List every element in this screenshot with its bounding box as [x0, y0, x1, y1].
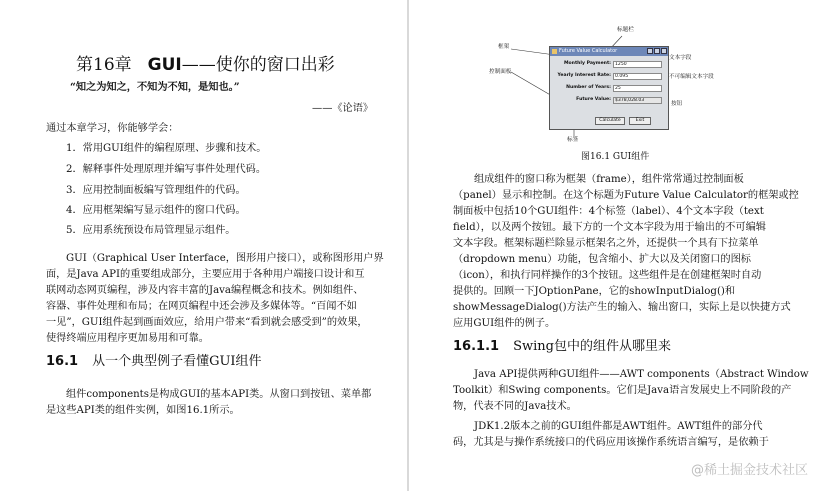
paragraph-line: 文本字段。框架标题栏除显示框架名之外，还提供一个具有下拉菜单 [453, 238, 759, 249]
callout-button: 按钮 [671, 101, 683, 107]
paragraph-line: 一见”，GUI组件起到画面效应，给用户带来“看到就会感受到”的效果， [46, 317, 368, 328]
watermark: @稀土掘金技术社区 [690, 463, 808, 478]
right-page [409, 0, 816, 491]
interest-rate-label: Yearly Interest Rate: [557, 73, 611, 78]
maximize-icon[interactable] [654, 48, 660, 54]
figure-caption: 图16.1 GUI组件 [581, 152, 650, 162]
future-value-window [549, 46, 669, 130]
paragraph-line: 面，是Java API的重要组成部分，主要应用于各种用户端接口设计和互 [46, 269, 365, 280]
callout-label: 标签 [567, 137, 579, 143]
exit-button[interactable]: Exit [629, 117, 651, 125]
calculate-button[interactable]: Calculate [595, 117, 625, 125]
future-value-label: Future Value: [576, 97, 611, 102]
future-value-field: $378,028.03 [613, 97, 662, 104]
paragraph-line: （dropdown menu）功能，包含缩小、扩大以及关闭窗口的图标 [453, 254, 751, 265]
monthly-payment-field[interactable]: 1250 [613, 61, 662, 68]
callout-title-bar: 标题栏 [617, 27, 634, 33]
paragraph-line: 容器、事件处理和布局；在网页编程中还会涉及多媒体等。“百闻不如 [46, 301, 357, 312]
chapter-title-gui: GUI [147, 55, 182, 75]
section-heading-16-1 [46, 354, 262, 370]
figure-16-1 [409, 0, 816, 170]
callout-frame: 框架 [498, 44, 510, 50]
paragraph-line: 提供的。回顾一下JOptionPane，它的showInputDialog()和 [453, 286, 736, 297]
paragraph-line: showMessageDialog()方法产生的输入、输出窗口，实际上是以快捷方式 [453, 302, 791, 313]
learning-intro: 通过本章学习，你能够学会： [46, 123, 179, 134]
learning-goal: 3．应用控制面板编写管理组件的代码。 [66, 185, 246, 196]
section-number: 16.1 [46, 354, 79, 369]
paragraph-line: 应用GUI组件的例子。 [453, 318, 556, 329]
paragraph-line: Toolkit）和Swing components。它们是Java语言发展史上不同阶段的产 [453, 385, 792, 396]
left-page [0, 0, 407, 491]
learning-goal: 1．常用GUI组件的编程原理、步骤和技术。 [66, 143, 267, 154]
interest-rate-field[interactable]: 0.095 [613, 73, 662, 80]
years-label: Number of Years: [566, 85, 611, 90]
chapter-number: 第16章 [76, 55, 132, 75]
paragraph-line: （icon），和执行同样操作的3个按钮。这些组件是在创建框架时自动 [453, 270, 762, 281]
section-title: 从一个典型例子看懂GUI组件 [92, 354, 262, 369]
paragraph-line: 使得终端应用程序更加易用和可靠。 [46, 333, 209, 344]
chapter-title-rest: ——使你的窗口出彩 [181, 55, 335, 75]
years-field[interactable]: 25 [613, 85, 662, 92]
epigraph-quote: “知之为知之，不知为不知，是知也。” [70, 81, 240, 93]
learning-goal: 2．解释事件处理原理并编写事件处理代码。 [66, 164, 267, 175]
java-cup-icon [552, 49, 557, 54]
chapter-title [76, 54, 335, 76]
paragraph-line: （panel）显示和控制。在这个标题为Future Value Calculator的框架或控 [453, 190, 799, 201]
paragraph-line: 组成组件的窗口称为框架（frame），组件常常通过控制面板 [474, 174, 744, 185]
paragraph-line: 码，尤其是与操作系统接口的代码应用该操作系统语言编写，是依赖于 [453, 437, 769, 448]
section-title: Swing包中的组件从哪里来 [513, 339, 671, 354]
callout-readonly-field: 不可编辑文本字段 [669, 74, 714, 80]
paragraph-line: 组件components是构成GUI的基本API类。从窗口到按钮、菜单都 [66, 389, 372, 400]
learning-goal: 4．应用框架编写显示组件的窗口代码。 [66, 205, 246, 216]
paragraph-line: 物，代表不同的Java技术。 [453, 401, 577, 412]
paragraph-line: 联网动态网页编程，涉及内容丰富的Java编程概念和技术。例如组件、 [46, 285, 364, 296]
learning-goal: 5．应用系统预设布局管理显示组件。 [66, 225, 236, 236]
callout-text-field: 文本字段 [669, 55, 692, 61]
window-title-bar [550, 47, 668, 56]
section-number: 16.1.1 [453, 339, 500, 354]
paragraph-line: 是这些API类的组件实例，如图16.1所示。 [46, 405, 240, 416]
paragraph-line: 制面板中包括10个GUI组件：4个标签（label）、4个文本字段（text [453, 206, 764, 217]
paragraph-line: GUI（Graphical User Interface，图形用户接口），或称图形用户界 [66, 253, 384, 264]
minimize-icon[interactable] [647, 48, 653, 54]
epigraph-source: ——《论语》 [312, 103, 374, 114]
section-heading-16-1-1 [453, 339, 671, 355]
close-icon[interactable] [661, 48, 667, 54]
paragraph-line: Java API提供两种GUI组件——AWT components（Abstract Window [474, 369, 809, 380]
paragraph-line: field），以及两个按钮。最下方的一个文本字段为用于输出的不可编辑 [453, 222, 766, 233]
paragraph-line: JDK1.2版本之前的GUI组件都是AWT组件。AWT组件的部分代 [474, 421, 763, 432]
callout-control-panel: 控制面板 [489, 69, 512, 75]
window-title: Future Value Calculator [559, 48, 618, 54]
monthly-payment-label: Monthly Payment: [563, 61, 611, 66]
